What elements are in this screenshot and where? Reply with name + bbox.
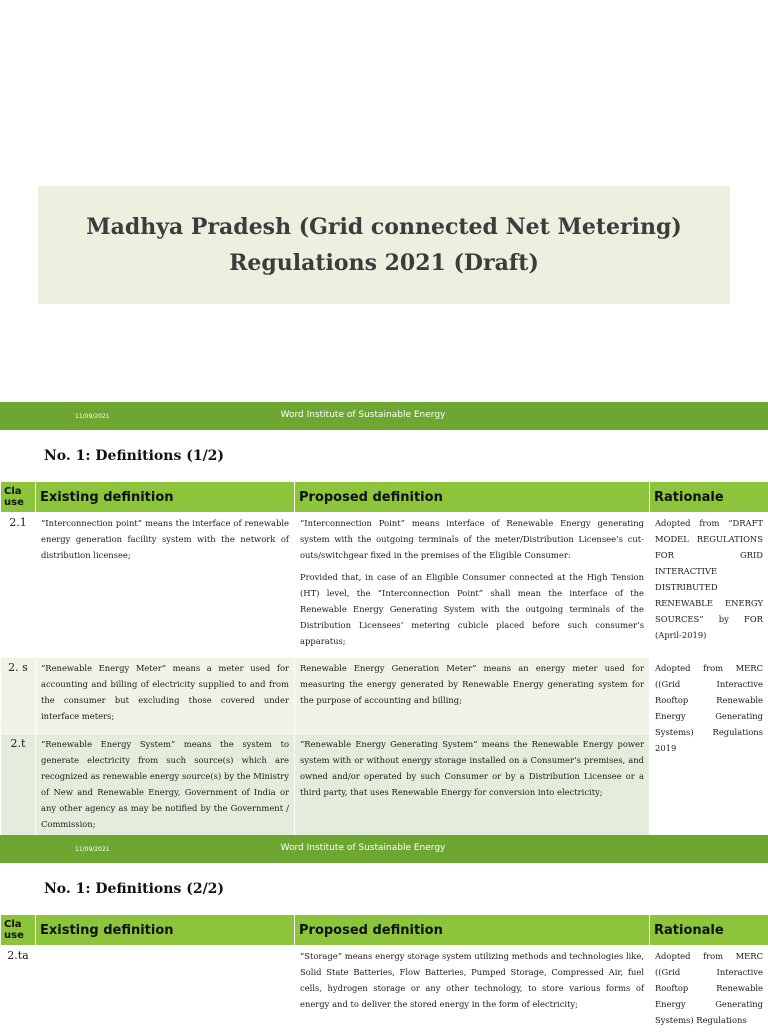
proposed-definition <box>295 513 650 658</box>
title-box <box>38 186 730 304</box>
page-title-line-1: Madhya Pradesh (Grid connected Net Metering) <box>86 209 682 245</box>
slide-heading: No. 1: Definitions (1/2) <box>44 448 224 464</box>
footer-band <box>0 402 768 430</box>
rationale: Adopted from MERC ((Grid Interactive Rooftop Renewable Energy Generating Systems) Regulations 2019 <box>650 658 768 839</box>
column-header-clause: Cla use <box>1 915 36 946</box>
definitions-table <box>0 914 768 1036</box>
footer-organization: Word Institute of Sustainable Energy <box>0 410 726 420</box>
table-row <box>1 513 768 658</box>
proposed-definition-paragraph: “Interconnection Point” means interface of Renewable Energy generating system with the outgoing terminals of the meter/Distribution Licensee’s cut-outs/switchgear fixed in the premises of the Eligible Consumer: <box>300 515 644 563</box>
clause-number: 2. s <box>1 658 36 734</box>
column-header-clause: Cla use <box>1 482 36 513</box>
column-header-proposed: Proposed definition <box>295 915 650 946</box>
footer-date: 11/09/2021 <box>75 413 110 420</box>
existing-definition: “Renewable Energy Meter” means a meter used for accounting and billing of electricity supplied to and from the consumer but excluding those covered under interface meters; <box>36 658 295 734</box>
proposed-definition: Renewable Energy Generation Meter” means an energy meter used for measuring the energy generated by Renewable Energy generating system for the purpose of accounting and billing; <box>295 658 650 734</box>
column-header-rationale: Rationale <box>650 482 768 513</box>
proposed-definition-proviso: Provided that, in case of an Eligible Consumer connected at the High Tension (HT) level, the “Interconnection Point” shall mean the interface of the Renewable Energy Generating System with the outgoing terminals of the Distribution Licensees’ metering cubicle placed before such consumer’s apparatus; <box>300 569 644 649</box>
table-header-row <box>1 482 768 513</box>
proposed-definition: “Renewable Energy Generating System” means the Renewable Energy power system with or without energy storage installed on a Consumer’s premises, and owned and/or operated by such Consumer or by a Distribution Licensee or a third party, that uses Renewable Energy for conversion into electricity; <box>295 734 650 839</box>
table-header-row <box>1 915 768 946</box>
column-header-existing: Existing definition <box>36 915 295 946</box>
proposed-definition: “Storage” means energy storage system utilizing methods and technologies like, Solid State Batteries, Flow Batteries, Pumped Storage, Compressed Air, fuel cells, hydrogen storage or any other technology, to store various forms of energy and to deliver the stored energy in the form of electricity; <box>295 946 650 1036</box>
existing-definition: “Renewable Energy System” means the system to generate electricity from such source(s) which are recognized as renewable energy source(s) by the Ministry of New and Renewable Energy, Government of India or any other agency as may be notified by the Government / Commission; <box>36 734 295 839</box>
footer-organization: Word Institute of Sustainable Energy <box>0 843 726 853</box>
clause-number: 2.ta <box>1 946 36 1036</box>
definitions-table <box>0 481 768 839</box>
footer-band <box>0 835 768 863</box>
column-header-rationale: Rationale <box>650 915 768 946</box>
rationale: Adopted from “DRAFT MODEL REGULATIONS FOR GRID INTERACTIVE DISTRIBUTED RENEWABLE ENERGY SOURCES” by FOR (April-2019) <box>650 513 768 658</box>
column-header-existing: Existing definition <box>36 482 295 513</box>
footer-date: 11/09/2021 <box>75 846 110 853</box>
existing-definition <box>36 946 295 1036</box>
clause-number: 2.1 <box>1 513 36 658</box>
slide-heading: No. 1: Definitions (2/2) <box>44 881 224 897</box>
clause-number: 2.t <box>1 734 36 839</box>
rationale: Adopted from MERC ((Grid Interactive Rooftop Renewable Energy Generating Systems) Regulations <box>650 946 768 1036</box>
page-title-line-2: Regulations 2021 (Draft) <box>229 245 539 281</box>
table-row <box>1 946 768 1036</box>
table-row <box>1 658 768 734</box>
existing-definition: “Interconnection point” means the interface of renewable energy generation facility system with the network of distribution licensee; <box>36 513 295 658</box>
column-header-proposed: Proposed definition <box>295 482 650 513</box>
